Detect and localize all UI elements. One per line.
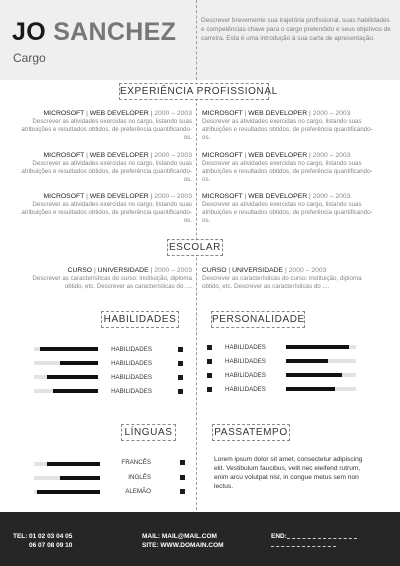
personality-bullet bbox=[207, 359, 212, 364]
experience-entry-4: MICROSOFT | WEB DEVELOPER | 2000 – 2003 Descrever as atividades exercidas no cargo, listando suas atribuições e resultados obtidos, de preferência quantificando-os. bbox=[202, 152, 373, 183]
languages-title: LÍNGUAS bbox=[121, 424, 176, 441]
description: Descrever as características do curso: instituição, diploma obtido, etc. Descrever as características do .... bbox=[32, 275, 192, 290]
personality-bullet bbox=[207, 345, 212, 350]
language-bar bbox=[34, 462, 100, 466]
skills-title: HABILIDADES bbox=[101, 311, 179, 328]
skill-label: HABILIDADES bbox=[111, 346, 152, 353]
description: Descrever as atividades exercidas no cargo, listando suas atribuições e resultados obtidos, de preferência quantificando-os. bbox=[21, 160, 192, 183]
column-divider bbox=[196, 98, 197, 510]
experience-title: EXPERIÊNCIA PROFISSIONAL bbox=[119, 83, 269, 100]
education-entry-2: CURSO | UNIVERSIDADE | 2000 – 2003 Descrever as características do curso: instituição, diploma obtido, etc. Descrever as características do .... bbox=[202, 266, 374, 291]
candidate-name bbox=[12, 20, 176, 45]
period: 2000 – 2003 bbox=[312, 193, 351, 200]
personality-bar bbox=[286, 387, 356, 391]
header-divider bbox=[196, 0, 197, 80]
company: MICROSOFT bbox=[202, 193, 243, 200]
skill-bullet bbox=[178, 361, 183, 366]
experience-entry-5: MICROSOFT | WEB DEVELOPER | 2000 – 2003 Descrever as atividades exercidas no cargo, listando suas atribuições e resultados obtidos, de preferência quantificando-os. bbox=[21, 193, 192, 224]
first-name: JO bbox=[12, 18, 46, 46]
role: WEB DEVELOPER bbox=[248, 152, 308, 159]
role: WEB DEVELOPER bbox=[248, 110, 308, 117]
company: MICROSOFT bbox=[202, 152, 243, 159]
course: CURSO bbox=[202, 267, 227, 274]
personality-bar bbox=[286, 345, 356, 349]
description: Descrever as atividades exercidas no cargo, listando suas atribuições e resultados obtidos, de preferência quantificando-os. bbox=[202, 118, 373, 141]
personality-label: HABILIDADES bbox=[225, 386, 266, 393]
personality-bar bbox=[286, 373, 356, 377]
language-label: FRANCÊS bbox=[121, 459, 151, 466]
company: MICROSOFT bbox=[43, 110, 85, 117]
personality-label: HABILIDADES bbox=[225, 344, 266, 351]
personality-bullet bbox=[207, 387, 212, 392]
footer bbox=[0, 512, 400, 566]
language-bullet bbox=[180, 475, 185, 480]
role: WEB DEVELOPER bbox=[89, 110, 149, 117]
skill-bar bbox=[34, 361, 98, 365]
education-entry-1: CURSO | UNIVERSIDADE | 2000 – 2003 Descrever as características do curso: instituição, diploma obtido, etc. Descrever as características do .... bbox=[20, 266, 192, 291]
description: Descrever as atividades exercidas no cargo, listando suas atribuições e resultados obtidos, de preferência quantificando-os. bbox=[202, 201, 373, 224]
hobbies-title: PASSATEMPO bbox=[212, 424, 290, 441]
experience-entry-3: MICROSOFT | WEB DEVELOPER | 2000 – 2003 Descrever as atividades exercidas no cargo, listando suas atribuições e resultados obtidos, de preferência quantificando-os. bbox=[21, 152, 192, 183]
language-bullet bbox=[180, 460, 185, 465]
period: 2000 – 2003 bbox=[154, 267, 192, 274]
experience-entry-2: MICROSOFT | WEB DEVELOPER | 2000 – 2003 Descrever as atividades exercidas no cargo, listando suas atribuições e resultados obtidos, de preferência quantificando-os. bbox=[202, 110, 373, 141]
role: WEB DEVELOPER bbox=[248, 193, 308, 200]
language-label: INGLÊS bbox=[128, 474, 151, 481]
description: Descrever as características do curso: instituição, diploma obtido, etc. Descrever as características do .... bbox=[202, 275, 362, 290]
company: MICROSOFT bbox=[43, 152, 85, 159]
mail-text: MAIL: MAIL@MAIL.COM bbox=[142, 533, 217, 540]
period: 2000 – 2003 bbox=[154, 152, 192, 159]
education-title: ESCOLAR bbox=[167, 239, 223, 256]
experience-entry-1: MICROSOFT | WEB DEVELOPER | 2000 – 2003 Descrever as atividades exercidas no cargo, listando suas atribuições e resultados obtidos, de preferência quantificando-os. bbox=[21, 110, 192, 141]
period: 2000 – 2003 bbox=[312, 152, 351, 159]
description: Descrever as atividades exercidas no cargo, listando suas atribuições e resultados obtidos, de preferência quantificando-os. bbox=[21, 118, 192, 141]
company: MICROSOFT bbox=[43, 193, 85, 200]
tel-label: TEL: bbox=[13, 533, 28, 540]
skill-label: HABILIDADES bbox=[111, 388, 152, 395]
header bbox=[0, 0, 400, 80]
skill-label: HABILIDADES bbox=[111, 360, 152, 367]
period: 2000 – 2003 bbox=[154, 193, 192, 200]
phone-1: 01 02 03 04 05 bbox=[29, 533, 73, 540]
site-text: SITE: WWW.DOMAIN.COM bbox=[142, 542, 224, 549]
period: 2000 – 2003 bbox=[154, 110, 192, 117]
skill-bullet bbox=[178, 347, 183, 352]
course: CURSO bbox=[67, 267, 93, 274]
personality-label: HABILIDADES bbox=[225, 372, 266, 379]
address-line-2 bbox=[271, 546, 336, 547]
experience-entry-6: MICROSOFT | WEB DEVELOPER | 2000 – 2003 Descrever as atividades exercidas no cargo, listando suas atribuições e resultados obtidos, de preferência quantificando-os. bbox=[202, 193, 373, 224]
role: WEB DEVELOPER bbox=[89, 193, 149, 200]
personality-bar bbox=[286, 359, 356, 363]
intro-text: Descrever brevemente sua trajetória profissional, suas habilidades e competências chave para o cargo pretendido e seus objetivos de carreira. Esta é uma introdução à sua carta de apresentação. bbox=[201, 17, 391, 42]
personality-label: HABILIDADES bbox=[225, 358, 266, 365]
job-title: Cargo bbox=[13, 51, 46, 65]
skill-bullet bbox=[178, 375, 183, 380]
personality-bullet bbox=[207, 373, 212, 378]
skill-bar bbox=[34, 347, 98, 351]
school: UNIVERSIDADE bbox=[97, 267, 149, 274]
description: Descrever as atividades exercidas no cargo, listando suas atribuições e resultados obtidos, de preferência quantificando-os. bbox=[202, 160, 373, 183]
skill-bar bbox=[34, 389, 98, 393]
period: 2000 – 2003 bbox=[312, 110, 351, 117]
language-label: ALEMÃO bbox=[125, 488, 151, 495]
address-line-1 bbox=[287, 538, 357, 539]
role: WEB DEVELOPER bbox=[89, 152, 149, 159]
company: MICROSOFT bbox=[202, 110, 243, 117]
skill-label: HABILIDADES bbox=[111, 374, 152, 381]
phone-2: 06 07 08 09 10 bbox=[29, 542, 73, 549]
hobbies-text: Lorem ipsum dolor sit amet, consectetur adipiscing elit. Vestibulum faucibus, velit nec eleifend rutrum, enim arcu volutpat nisl, in congue metus sem non lectus. bbox=[214, 456, 363, 490]
personality-title: PERSONALIDADE bbox=[211, 311, 305, 328]
last-name: SANCHEZ bbox=[53, 18, 177, 46]
language-bullet bbox=[180, 489, 185, 494]
skill-bullet bbox=[178, 389, 183, 394]
language-bar bbox=[34, 490, 100, 494]
skill-bar bbox=[34, 375, 98, 379]
school: UNIVERSIDADE bbox=[232, 267, 284, 274]
address-label: END: bbox=[271, 533, 287, 540]
description: Descrever as atividades exercidas no cargo, listando suas atribuições e resultados obtidos, de preferência quantificando-os. bbox=[21, 201, 192, 224]
period: 2000 – 2003 bbox=[288, 267, 327, 274]
